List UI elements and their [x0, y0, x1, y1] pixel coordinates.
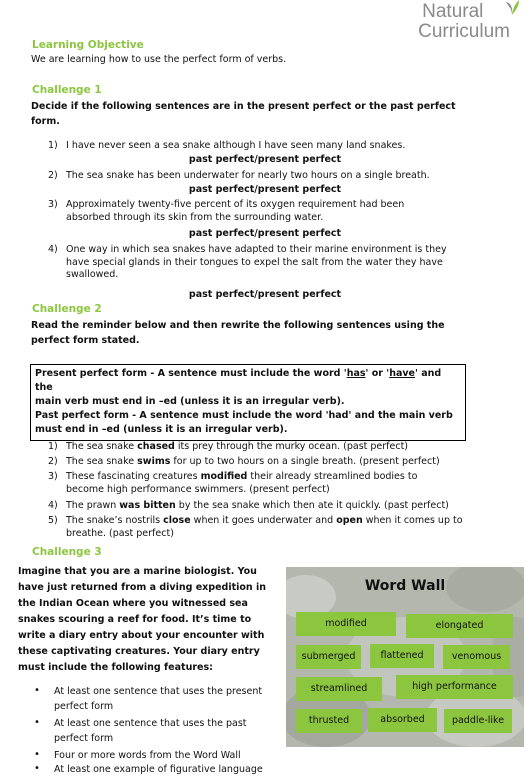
feature-bullet-4: • At least one example of figurative language — [34, 763, 263, 775]
target-verb: close — [163, 515, 191, 526]
feature-bullet-3: • Four or more words from the Word Wall — [34, 749, 241, 761]
answer-option-2: past perfect/present perfect — [188, 184, 342, 195]
question-number: 1) — [48, 140, 58, 151]
challenge3-heading: Challenge 3 — [32, 546, 102, 558]
challenge2-sentence-2: 2) The sea snake swims for up to two hours on a single breath. (present perfect) — [48, 456, 440, 467]
target-verb: chased — [137, 441, 175, 452]
feature-bullet-2: • At least one sentence that uses the past perfect form — [34, 717, 247, 744]
question-text: The sea snake has been underwater for nearly two hours on a single breath. — [66, 170, 430, 181]
feature-bullet-1: • At least one sentence that uses the present perfect form — [34, 685, 263, 712]
word-wall — [286, 567, 524, 747]
question-text: have special glands in their tongues to expel the salt from the water they have — [66, 256, 443, 268]
word-tile: venomous — [443, 645, 510, 669]
logo-line2: Curriculum — [418, 21, 510, 42]
reminder-box — [30, 364, 466, 441]
challenge1-instruction-line1: Decide if the following sentences are in the present perfect or the past perfect — [31, 101, 456, 112]
word-tile: absorbed — [368, 708, 437, 732]
past-perfect-rule-line1: Past perfect form - A sentence must include the word 'had' and the main verb — [35, 410, 453, 421]
objective-text: We are learning how to use the perfect form of verbs. — [31, 54, 287, 65]
answer-option-1: past perfect/present perfect — [188, 154, 342, 165]
target-verb: open — [336, 515, 363, 526]
word-wall-title: Word Wall — [364, 578, 446, 594]
word-tile: modified — [296, 612, 396, 636]
past-perfect-rule-line2: must end in –ed (unless it is an irregular verb). — [35, 424, 288, 435]
word-tile: elongated — [406, 614, 513, 638]
question-text: absorbed through its skin from the surrounding water. — [66, 211, 324, 223]
challenge1-question-4 — [50, 244, 470, 282]
word-tile: submerged — [296, 645, 361, 669]
logo-line1: Natural — [422, 1, 484, 22]
challenge1-question-2 — [50, 170, 470, 183]
leaf-logo-icon — [504, 0, 520, 16]
challenge3-task-text: Imagine that you are a marine biologist. You have just returned from a diving expedition in the Indian Ocean where you witnessed sea snakes scouring a reef for food. It’s time to write a diary entry about your encounter with these captivating creatures. Your diary entry must include the following features: — [18, 566, 267, 673]
challenge1-question-1 — [50, 140, 470, 153]
word-tile: streamlined — [296, 677, 382, 701]
word-tile: flattened — [370, 644, 434, 668]
question-number: 2) — [48, 170, 58, 181]
challenge2-heading: Challenge 2 — [32, 303, 102, 315]
answer-option-4: past perfect/present perfect — [188, 289, 342, 300]
challenge1-instruction-line2: form. — [31, 116, 60, 127]
natural-curriculum-logo — [418, 2, 510, 42]
challenge1-instruction — [31, 99, 501, 129]
challenge2-instruction-line2: perfect form stated. — [31, 335, 140, 346]
target-verb: modified — [200, 471, 248, 482]
question-text: One way in which sea snakes have adapted to their marine environment is they — [66, 244, 447, 255]
challenge2-instruction — [31, 318, 501, 348]
target-verb: was bitten — [119, 500, 176, 511]
question-text: I have never seen a sea snake although I have seen many land snakes. — [66, 140, 406, 151]
challenge1-question-3 — [50, 199, 470, 224]
challenge1-heading: Challenge 1 — [32, 84, 102, 96]
challenge2-sentence-5: 5) The snake’s nostrils close when it goes underwater and open when it comes up to breathe. (past perfect) — [48, 515, 463, 539]
word-tile: high performance — [396, 675, 513, 699]
challenge2-sentence-3: 3) These fascinating creatures modified their already streamlined bodies to become high performance swimmers. (present perfect) — [48, 471, 418, 495]
question-number: 3) — [48, 199, 58, 210]
present-perfect-rule-line2: main verb must end in –ed (unless it is an irregular verb). — [35, 396, 345, 407]
question-text: swallowed. — [66, 269, 119, 280]
challenge2-sentence-4: 4) The prawn was bitten by the sea snake which then ate it quickly. (past perfect) — [48, 500, 449, 511]
challenge2-sentence-1: 1) The sea snake chased its prey through the murky ocean. (past perfect) — [48, 441, 409, 452]
challenge2-instruction-line1: Read the reminder below and then rewrite the following sentences using the — [31, 320, 445, 331]
answer-option-3: past perfect/present perfect — [188, 228, 342, 239]
word-tile: thrusted — [296, 709, 362, 733]
objective-heading: Learning Objective — [32, 39, 144, 51]
target-verb: swims — [137, 456, 171, 467]
word-tile: paddle-like — [444, 709, 512, 733]
present-perfect-rule-line1: Present perfect form - A sentence must include the word 'has' or 'have' and the — [35, 368, 442, 393]
question-number: 4) — [48, 244, 58, 255]
question-text: Approximately twenty-five percent of its oxygen requirement had been — [66, 199, 405, 210]
